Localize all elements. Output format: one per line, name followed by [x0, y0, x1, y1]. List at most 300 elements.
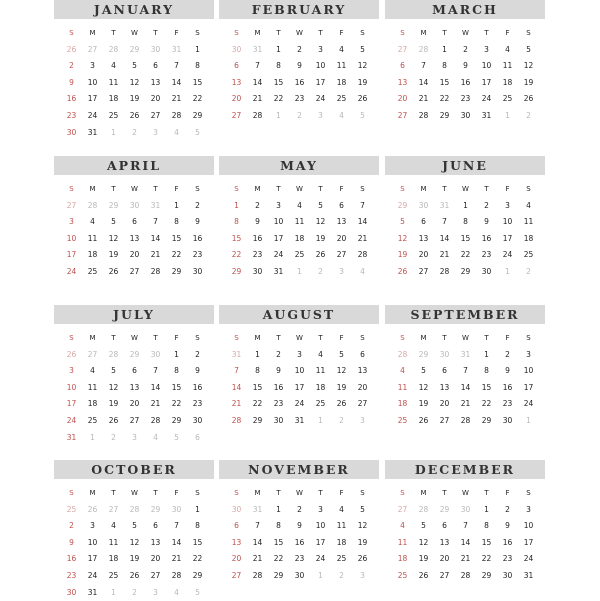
day-cell: 28: [108, 44, 119, 54]
day-cell: 3: [153, 127, 158, 137]
day-cell: 8: [174, 217, 179, 227]
day-cell: 13: [231, 537, 242, 547]
weekday-label: S: [69, 185, 74, 193]
day-cell: 6: [400, 61, 405, 71]
day-cell: 17: [315, 77, 326, 87]
day-cell: 28: [87, 200, 98, 210]
day-cell: 29: [460, 266, 471, 276]
day-cell: 18: [87, 399, 98, 409]
day-cell: 8: [276, 521, 281, 531]
day-cell: 1: [318, 415, 323, 425]
day-cell: 2: [255, 200, 260, 210]
day-cell: 29: [129, 44, 140, 54]
day-cell: 5: [526, 44, 531, 54]
day-cell: 30: [418, 200, 429, 210]
day-cell: 3: [526, 349, 531, 359]
weekday-label: M: [254, 334, 261, 342]
day-cell: 14: [418, 77, 429, 87]
day-cell: 27: [231, 110, 242, 120]
day-cell: 8: [234, 217, 239, 227]
day-cell: 5: [195, 127, 200, 137]
day-cell: 29: [129, 349, 140, 359]
day-cell: 6: [339, 200, 344, 210]
day-cell: 12: [129, 537, 140, 547]
weekday-label: S: [526, 185, 531, 193]
day-grid: [61, 485, 214, 601]
day-cell: 31: [481, 110, 492, 120]
day-cell: 15: [252, 382, 263, 392]
day-cell: 27: [150, 110, 161, 120]
day-cell: 9: [195, 217, 200, 227]
day-cell: 3: [69, 217, 74, 227]
day-cell: 3: [90, 61, 95, 71]
day-cell: 27: [397, 504, 408, 514]
day-cell: 31: [252, 504, 263, 514]
day-cell: 4: [297, 200, 302, 210]
day-cell: 17: [502, 233, 513, 243]
day-cell: 13: [336, 217, 347, 227]
day-cell: 24: [66, 266, 77, 276]
day-cell: 5: [360, 504, 365, 514]
weekday-label: T: [318, 489, 323, 497]
day-cell: 24: [315, 554, 326, 564]
day-cell: 21: [357, 233, 368, 243]
day-cell: 23: [192, 399, 203, 409]
weekday-label: S: [400, 489, 405, 497]
day-cell: 24: [502, 250, 513, 260]
day-cell: 15: [171, 382, 182, 392]
day-cell: 29: [231, 266, 242, 276]
day-cell: 1: [195, 44, 200, 54]
day-cell: 6: [442, 521, 447, 531]
day-cell: 31: [66, 432, 77, 442]
day-cell: 16: [294, 537, 305, 547]
day-cell: 5: [360, 110, 365, 120]
day-cell: 28: [150, 266, 161, 276]
day-cell: 13: [150, 537, 161, 547]
weekday-label: W: [131, 489, 138, 497]
day-cell: 28: [460, 570, 471, 580]
month-august: [219, 305, 379, 430]
day-cell: 17: [66, 399, 77, 409]
day-cell: 27: [397, 110, 408, 120]
weekday-label: T: [276, 185, 281, 193]
day-cell: 5: [318, 200, 323, 210]
day-cell: 30: [460, 110, 471, 120]
day-cell: 17: [523, 382, 534, 392]
weekday-label: T: [442, 185, 447, 193]
weekday-label: T: [153, 334, 158, 342]
day-cell: 31: [439, 200, 450, 210]
day-cell: 5: [174, 432, 179, 442]
day-cell: 1: [111, 587, 116, 597]
day-cell: 17: [87, 94, 98, 104]
day-cell: 30: [294, 570, 305, 580]
day-cell: 21: [460, 554, 471, 564]
weekday-label: F: [174, 334, 179, 342]
day-cell: 26: [357, 554, 368, 564]
day-cell: 26: [129, 570, 140, 580]
day-cell: 1: [90, 432, 95, 442]
day-cell: 18: [108, 94, 119, 104]
day-cell: 21: [171, 554, 182, 564]
day-cell: 26: [523, 94, 534, 104]
day-cell: 1: [174, 200, 179, 210]
weekday-label: M: [420, 185, 427, 193]
day-cell: 16: [252, 233, 263, 243]
weekday-label: T: [276, 489, 281, 497]
day-cell: 2: [195, 349, 200, 359]
day-cell: 27: [87, 44, 98, 54]
day-cell: 28: [460, 415, 471, 425]
day-cell: 8: [195, 521, 200, 531]
day-cell: 25: [315, 399, 326, 409]
day-cell: 5: [111, 217, 116, 227]
day-cell: 2: [132, 127, 137, 137]
day-cell: 4: [400, 521, 405, 531]
month-june: [385, 156, 545, 281]
weekday-label: T: [153, 29, 158, 37]
day-grid: [226, 485, 379, 585]
day-cell: 2: [276, 349, 281, 359]
day-cell: 3: [526, 504, 531, 514]
weekday-label: S: [400, 29, 405, 37]
day-cell: 10: [87, 537, 98, 547]
day-cell: 11: [87, 233, 98, 243]
weekday-label: M: [254, 185, 261, 193]
weekday-label: S: [195, 185, 200, 193]
day-cell: 31: [460, 349, 471, 359]
day-cell: 20: [439, 399, 450, 409]
day-cell: 25: [523, 250, 534, 260]
day-cell: 20: [418, 250, 429, 260]
weekday-label: S: [400, 334, 405, 342]
month-title: FEBRUARY: [219, 0, 379, 19]
day-cell: 3: [153, 587, 158, 597]
day-cell: 18: [397, 399, 408, 409]
day-cell: 27: [108, 504, 119, 514]
weekday-label: M: [254, 29, 261, 37]
day-cell: 25: [397, 570, 408, 580]
day-cell: 11: [397, 537, 408, 547]
weekday-label: S: [360, 489, 365, 497]
weekday-label: M: [89, 489, 96, 497]
weekday-label: M: [89, 334, 96, 342]
day-cell: 22: [171, 250, 182, 260]
day-cell: 26: [397, 266, 408, 276]
day-cell: 7: [442, 217, 447, 227]
weekday-label: S: [526, 489, 531, 497]
day-cell: 22: [231, 250, 242, 260]
day-cell: 5: [132, 521, 137, 531]
day-cell: 1: [484, 349, 489, 359]
weekday-label: F: [339, 334, 344, 342]
day-cell: 29: [150, 504, 161, 514]
day-cell: 2: [318, 266, 323, 276]
day-cell: 10: [523, 521, 534, 531]
day-cell: 13: [439, 382, 450, 392]
day-cell: 9: [195, 366, 200, 376]
day-cell: 19: [129, 554, 140, 564]
day-grid: [392, 181, 545, 281]
day-cell: 7: [153, 217, 158, 227]
day-cell: 14: [171, 537, 182, 547]
day-grid: [392, 330, 545, 430]
day-cell: 29: [171, 266, 182, 276]
day-cell: 30: [252, 266, 263, 276]
day-cell: 9: [255, 217, 260, 227]
day-cell: 2: [297, 504, 302, 514]
day-cell: 13: [418, 233, 429, 243]
day-cell: 8: [463, 217, 468, 227]
day-cell: 13: [439, 537, 450, 547]
day-cell: 20: [150, 554, 161, 564]
day-cell: 9: [484, 217, 489, 227]
day-cell: 1: [276, 44, 281, 54]
day-cell: 6: [234, 61, 239, 71]
weekday-label: F: [339, 29, 344, 37]
day-cell: 27: [66, 200, 77, 210]
day-cell: 26: [315, 250, 326, 260]
day-cell: 18: [523, 233, 534, 243]
day-cell: 17: [481, 77, 492, 87]
day-cell: 12: [418, 537, 429, 547]
day-cell: 26: [357, 94, 368, 104]
day-cell: 21: [460, 399, 471, 409]
day-cell: 20: [231, 94, 242, 104]
day-cell: 19: [315, 233, 326, 243]
weekday-label: W: [131, 185, 138, 193]
day-cell: 9: [505, 521, 510, 531]
weekday-label: W: [131, 29, 138, 37]
day-cell: 25: [336, 554, 347, 564]
day-cell: 20: [150, 94, 161, 104]
weekday-label: T: [111, 185, 116, 193]
day-cell: 14: [171, 77, 182, 87]
day-cell: 2: [505, 504, 510, 514]
day-cell: 16: [273, 382, 284, 392]
day-cell: 10: [315, 61, 326, 71]
day-cell: 6: [153, 521, 158, 531]
day-cell: 27: [129, 415, 140, 425]
day-cell: 31: [150, 200, 161, 210]
day-cell: 12: [336, 366, 347, 376]
day-cell: 19: [418, 554, 429, 564]
day-cell: 21: [150, 399, 161, 409]
day-cell: 25: [397, 415, 408, 425]
day-cell: 29: [481, 415, 492, 425]
day-cell: 10: [523, 366, 534, 376]
month-april: [54, 156, 214, 281]
day-cell: 31: [87, 127, 98, 137]
day-cell: 30: [192, 266, 203, 276]
day-cell: 23: [460, 94, 471, 104]
day-cell: 14: [231, 382, 242, 392]
day-cell: 14: [439, 233, 450, 243]
day-cell: 10: [294, 366, 305, 376]
day-cell: 25: [87, 415, 98, 425]
day-cell: 3: [360, 570, 365, 580]
day-cell: 9: [297, 61, 302, 71]
day-cell: 20: [439, 554, 450, 564]
day-cell: 22: [252, 399, 263, 409]
day-cell: 21: [439, 250, 450, 260]
weekday-label: S: [69, 29, 74, 37]
day-cell: 26: [336, 399, 347, 409]
day-cell: 28: [252, 570, 263, 580]
day-cell: 29: [252, 415, 263, 425]
day-cell: 5: [400, 217, 405, 227]
day-cell: 11: [336, 61, 347, 71]
day-cell: 11: [315, 366, 326, 376]
weekday-label: S: [195, 334, 200, 342]
day-cell: 24: [315, 94, 326, 104]
day-cell: 28: [418, 504, 429, 514]
day-cell: 29: [171, 415, 182, 425]
day-cell: 4: [111, 61, 116, 71]
weekday-label: T: [276, 334, 281, 342]
month-title: DECEMBER: [385, 460, 545, 479]
day-cell: 8: [174, 366, 179, 376]
month-title: MARCH: [385, 0, 545, 19]
day-cell: 30: [481, 266, 492, 276]
day-cell: 23: [192, 250, 203, 260]
day-cell: 10: [66, 233, 77, 243]
day-cell: 26: [108, 415, 119, 425]
day-cell: 2: [132, 587, 137, 597]
day-cell: 27: [231, 570, 242, 580]
weekday-label: T: [318, 334, 323, 342]
month-march: [385, 0, 545, 125]
day-cell: 3: [360, 415, 365, 425]
month-title: APRIL: [54, 156, 214, 175]
weekday-label: S: [360, 29, 365, 37]
day-cell: 24: [294, 399, 305, 409]
day-cell: 25: [87, 266, 98, 276]
day-cell: 23: [273, 399, 284, 409]
day-cell: 6: [132, 366, 137, 376]
day-cell: 15: [231, 233, 242, 243]
day-cell: 4: [153, 432, 158, 442]
weekday-label: M: [89, 29, 96, 37]
day-cell: 20: [336, 233, 347, 243]
weekday-label: S: [195, 489, 200, 497]
day-cell: 4: [360, 266, 365, 276]
day-cell: 27: [439, 415, 450, 425]
weekday-label: T: [442, 334, 447, 342]
day-cell: 28: [418, 44, 429, 54]
day-cell: 31: [523, 570, 534, 580]
day-cell: 8: [195, 61, 200, 71]
day-cell: 1: [276, 504, 281, 514]
day-cell: 17: [273, 233, 284, 243]
day-cell: 15: [481, 537, 492, 547]
day-cell: 29: [397, 200, 408, 210]
day-cell: 5: [421, 366, 426, 376]
day-cell: 3: [505, 200, 510, 210]
day-cell: 22: [171, 399, 182, 409]
day-cell: 24: [481, 94, 492, 104]
weekday-label: M: [254, 489, 261, 497]
day-cell: 12: [418, 382, 429, 392]
day-cell: 30: [66, 127, 77, 137]
day-cell: 27: [397, 44, 408, 54]
day-cell: 7: [174, 521, 179, 531]
day-cell: 16: [481, 233, 492, 243]
weekday-label: W: [131, 334, 138, 342]
day-cell: 1: [276, 110, 281, 120]
day-cell: 1: [463, 200, 468, 210]
day-cell: 2: [195, 200, 200, 210]
day-cell: 18: [108, 554, 119, 564]
day-cell: 5: [339, 349, 344, 359]
day-cell: 18: [336, 537, 347, 547]
day-cell: 17: [66, 250, 77, 260]
day-cell: 20: [129, 399, 140, 409]
day-cell: 28: [357, 250, 368, 260]
day-cell: 20: [129, 250, 140, 260]
day-cell: 29: [192, 570, 203, 580]
weekday-label: S: [234, 334, 239, 342]
day-cell: 16: [502, 382, 513, 392]
weekday-label: S: [195, 29, 200, 37]
day-cell: 3: [132, 432, 137, 442]
day-cell: 15: [481, 382, 492, 392]
weekday-label: F: [505, 29, 510, 37]
day-cell: 13: [129, 233, 140, 243]
day-cell: 10: [481, 61, 492, 71]
day-cell: 21: [150, 250, 161, 260]
day-cell: 14: [150, 382, 161, 392]
weekday-label: M: [420, 334, 427, 342]
day-cell: 15: [192, 77, 203, 87]
weekday-label: T: [276, 29, 281, 37]
day-cell: 5: [132, 61, 137, 71]
day-cell: 27: [418, 266, 429, 276]
day-cell: 12: [108, 233, 119, 243]
day-cell: 3: [339, 266, 344, 276]
day-cell: 30: [192, 415, 203, 425]
day-cell: 4: [174, 127, 179, 137]
day-cell: 18: [294, 233, 305, 243]
day-cell: 30: [231, 44, 242, 54]
day-cell: 18: [502, 77, 513, 87]
day-cell: 4: [339, 44, 344, 54]
day-cell: 10: [502, 217, 513, 227]
day-cell: 22: [192, 94, 203, 104]
weekday-label: F: [505, 185, 510, 193]
weekday-label: T: [484, 185, 489, 193]
weekday-label: S: [526, 334, 531, 342]
weekday-label: S: [360, 185, 365, 193]
day-cell: 4: [339, 504, 344, 514]
day-cell: 19: [336, 382, 347, 392]
day-cell: 1: [442, 44, 447, 54]
day-cell: 29: [481, 570, 492, 580]
day-cell: 25: [108, 110, 119, 120]
day-cell: 27: [357, 399, 368, 409]
day-cell: 1: [195, 504, 200, 514]
day-cell: 11: [108, 77, 119, 87]
day-cell: 29: [439, 110, 450, 120]
day-cell: 28: [150, 415, 161, 425]
day-cell: 11: [397, 382, 408, 392]
day-cell: 17: [315, 537, 326, 547]
day-cell: 13: [129, 382, 140, 392]
day-cell: 28: [231, 415, 242, 425]
day-cell: 29: [418, 349, 429, 359]
day-cell: 31: [87, 587, 98, 597]
